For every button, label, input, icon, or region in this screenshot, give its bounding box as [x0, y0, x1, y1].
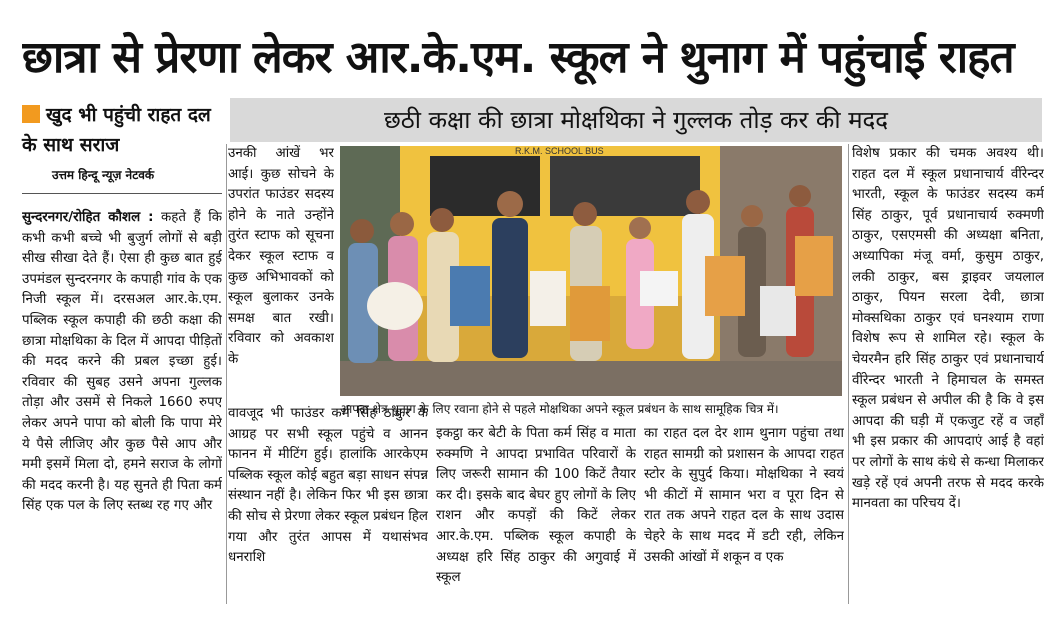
group-photo [340, 146, 842, 396]
photo-caption: आपदा क्षेत्र थुनाग के लिए रवाना होने से पहले मोक्षथिका अपने स्कूल प्रबंधन के साथ सामूहिक चित्र में। [340, 402, 779, 416]
article-column-3 [228, 404, 428, 600]
bus-sign: R.K.M. SCHOOL BUS [515, 146, 604, 156]
dateline: सुन्दरनगर/रोहित कौशल : [22, 210, 154, 225]
group-photo-illustration [340, 146, 842, 396]
column-text: कहते हैं कि कभी कभी बच्चे भी बुजुर्ग लोगों से बड़ी सीख सीखा देते हैं। ऐसा ही कुछ बात हुई उपमंडल सुन्दरनगर के कपाही गांव के एक निजी स्कूल में। दरसअल आर.के.एम. पब्लिक स्कूल कपाही की छठी कक्षा की छात्रा मोक्षथिका के दिल में आपदा पीड़ितों की मदद करने की प्रबल इच्छा हुई। रविवार की सुबह उसने अपना गुल्लक तोड़ा और उसमें से निकले 1660 रुपए लेकर अपने पापा को बोली कि पापा मेरे ये पैसे लीजिए और कुछ पैसे आप और ममी इसमें मिला दो, हमने सराज के लोगों की मदद करनी है। यह सुनते ही पिता कर्म सिंह एक पल के लिए स्तब्ध रह गए और [22, 210, 222, 514]
side-headline [22, 100, 222, 160]
article-column-6 [852, 144, 1044, 602]
column-rule [226, 144, 227, 604]
column-text: उनकी आंखें भर आई। कुछ सोचने के उपरांत फाउंडर सदस्य होने के नाते उन्होंने तुरंत स्टाफ को सूचना देकर स्कूल स्टाफ व कुछ अभिभावकों को स्कूल बुलाकर उनके समक्ष बात रखी। रविवार को अवकाश के [228, 146, 334, 367]
orange-square-icon [22, 105, 40, 123]
column-rule [848, 144, 849, 604]
article-column-1 [22, 208, 222, 602]
article-column-4 [436, 424, 636, 600]
column-text: विशेष प्रकार की चमक अवश्य थी। राहत दल में स्कूल प्रधानाचार्य वींरेन्दर भारती, स्कूल के फाउंडर सदस्य कर्म सिंह ठाकुर, पूर्व प्रधानाचार्य रुक्मणी ठाकुर, एसएमसी की अध्यक्षा बनिता, अध्यापिका मंजू वर्मा, कुसुम ठाकुर, लकी ठाकुर, बस ड्राइवर जयलाल ठाकुर, पियन सरला देवी, छात्रा मोक्सथिका ठाकुर एवं घनश्याम राणा विशेष रूप से शामिल रहे। स्कूल के चेयरमैन हरि सिंह ठाकुर एवं प्रधानाचार्य वींरेन्दर भारती ने हिमाचल के समस्त स्कूल प्रबंधन से अपील की है कि वे इस आपदा की घड़ी में एकजुट रहें व जहाँ भी इस प्रकार की आपदाएं आई है वहां पर लोगों के साथ कंधे से कन्धा मिलाकर खड़े रहें एवं अपनी तरफ से मदद करके मानवता का परिचय दें। [852, 146, 1044, 512]
byline: उत्तम हिन्दू न्यूज़ नेटवर्क [52, 168, 155, 182]
column-text: वावजूद भी फाउंडर कर्म सिंह ठाकुर के आग्रह पर सभी स्कूल पहुंचे व आनन फानन में मीटिंग हुई। हालांकि आरकेएम पब्लिक स्कूल कोई बहुत बड़ा साधन संपन्न संस्थान नहीं है। लेकिन फिर भी इस छात्रा की सोच से प्रेरणा लेकर स्कूल प्रबंधन हिल गया और तुरंत आपस में यथासंभव धनराशि [228, 406, 428, 566]
divider [22, 193, 222, 194]
article-column-5 [644, 424, 844, 600]
column-text: का राहत दल देर शाम थुनाग पहुंचा तथा राहत सामग्री को प्रशासन के आपदा राहत स्टोर के सुपुर्द किया। मोक्षथिका ने स्वयं भी कीटों में सामान भरा व पूरा दिन से रात तक अपने राहत दल के साथ उदास चेहरे के साथ मदद में डटी रही, लेकिन उसकी आंखों में शकून व एक [644, 426, 844, 565]
subheadline: छठी कक्षा की छात्रा मोक्षथिका ने गुल्लक तोड़ कर की मदद [230, 98, 1042, 142]
column-text: इकट्ठा कर बेटी के पिता कर्म सिंह व माता रुक्मणि ने आपदा प्रभावित परिवारों के लिए जरूरी सामान की 100 किटें तैयार कर दी। इसके बाद बेघर हुए लोगों के लिए राशन और कपड़ों की किटें लेकर आर.के.एम. पब्लिक स्कूल कपाही के अध्यक्ष हरि सिंह ठाकुर की अगुवाई में स्कूल [436, 426, 636, 586]
article-column-2 [228, 144, 334, 396]
headline: छात्रा से प्रेरणा लेकर आर.के.एम. स्कूल ने थुनाग में पहुंचाई राहत [22, 32, 1014, 83]
side-headline-text: खुद भी पहुंची राहत दल के साथ सराज [22, 104, 211, 156]
